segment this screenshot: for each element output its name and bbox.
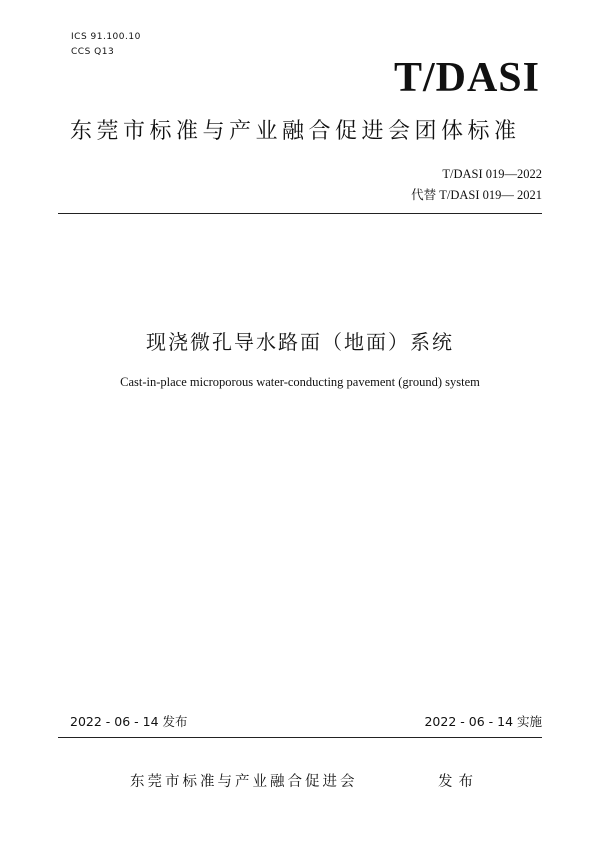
publish-date: 2022 - 06 - 14 发布 [70, 714, 188, 729]
implementation-date: 2022 - 06 - 14 实施 [424, 714, 542, 729]
issue-label: 发布 [438, 774, 479, 790]
document-title-english: Cast-in-place microporous water-conducting pavement (ground) system [120, 375, 480, 389]
organization-title: 东莞市标准与产业融合促进会团体标准 [70, 119, 521, 144]
top-divider [58, 213, 542, 214]
ccs-code: CCS Q13 [71, 47, 115, 57]
standard-logo: T/DASI [393, 55, 540, 101]
issuing-organization: 东莞市标准与产业融合促进会 [130, 774, 358, 790]
ics-code: ICS 91.100.10 [71, 32, 141, 42]
standard-number: T/DASI 019—2022 [442, 167, 542, 181]
document-title-chinese: 现浇微孔导水路面（地面）系统 [146, 330, 454, 354]
replaced-standard: 代替 T/DASI 019— 2021 [411, 188, 542, 202]
bottom-divider [58, 737, 542, 738]
